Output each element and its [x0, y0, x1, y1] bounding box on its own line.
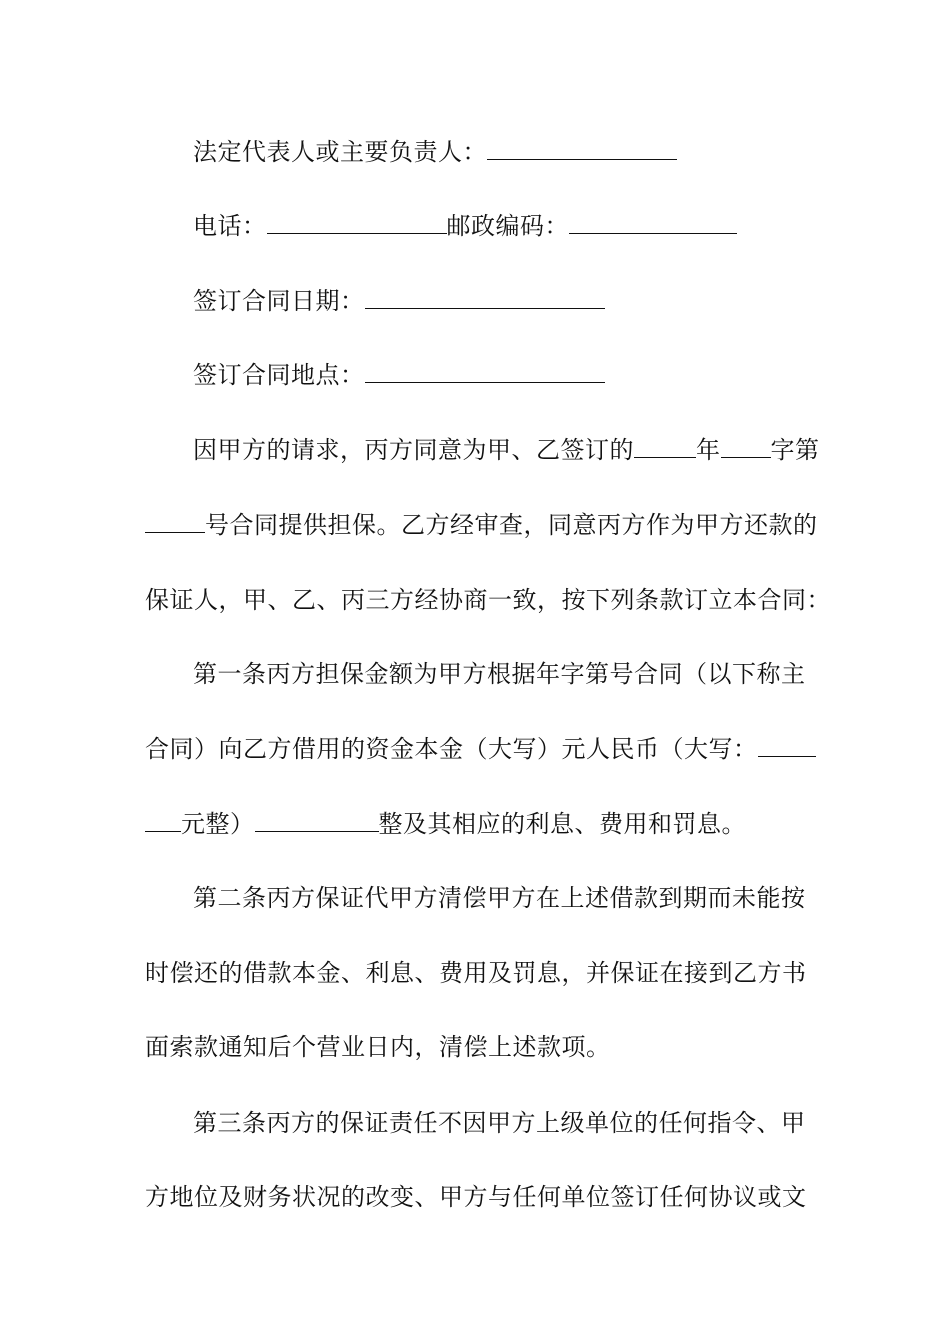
- signing-place-line: [193, 360, 805, 390]
- character-blank: [721, 435, 771, 458]
- year-blank: [634, 435, 696, 458]
- paragraph-line: 方地位及财务状况的改变、甲方与任何单位签订任何协议或文: [145, 1183, 807, 1211]
- paragraph-line: [145, 734, 805, 764]
- signing-place-label: 签订合同地点：: [193, 361, 365, 389]
- amount-blank: [145, 809, 181, 832]
- signing-place-blank: [365, 360, 605, 383]
- amount-blank: [255, 809, 379, 832]
- paragraph-line: [145, 510, 818, 540]
- paragraph-text: 元整）: [181, 810, 255, 838]
- paragraph-line: 保证人，甲、乙、丙三方经协商一致，按下列条款订立本合同：: [145, 586, 831, 614]
- postal-code-label: 邮政编码：: [446, 212, 569, 240]
- paragraph-text: 整及其相应的利息、费用和罚息。: [378, 810, 746, 838]
- paragraph-text: 年: [696, 436, 721, 464]
- paragraph-line: 面索款通知后个营业日内，清偿上述款项。: [145, 1033, 611, 1061]
- paragraph-text: 合同）向乙方借用的资金本金（大写）元人民币（大写：: [145, 735, 758, 763]
- amount-blank: [758, 734, 816, 757]
- paragraph-line: 时偿还的借款本金、利息、费用及罚息，并保证在接到乙方书: [145, 959, 807, 987]
- paragraph-line: 第一条丙方担保金额为甲方根据年字第号合同（以下称主: [193, 660, 806, 688]
- paragraph-line: [145, 809, 805, 839]
- contract-number-blank: [145, 510, 205, 533]
- paragraph-text: 因甲方的请求，丙方同意为甲、乙签订的: [193, 436, 634, 464]
- legal-representative-blank: [487, 137, 677, 160]
- paragraph-line: 第二条丙方保证代甲方清偿甲方在上述借款到期而未能按: [193, 884, 806, 912]
- postal-code-blank: [569, 211, 737, 234]
- paragraph-text: 字第: [770, 436, 820, 464]
- legal-representative-label: 法定代表人或主要负责人：: [193, 138, 487, 166]
- paragraph-text: 号合同提供担保。乙方经审查，同意丙方作为甲方还款的: [205, 511, 818, 539]
- signing-date-line: [193, 286, 805, 316]
- signing-date-blank: [365, 286, 605, 309]
- phone-postal-line: [193, 211, 805, 241]
- signing-date-label: 签订合同日期：: [193, 287, 365, 315]
- phone-label: 电话：: [193, 212, 267, 240]
- phone-blank: [267, 211, 447, 234]
- paragraph-line: 第三条丙方的保证责任不因甲方上级单位的任何指令、甲: [193, 1109, 806, 1137]
- paragraph-line: [193, 435, 820, 465]
- legal-representative-line: [193, 137, 805, 167]
